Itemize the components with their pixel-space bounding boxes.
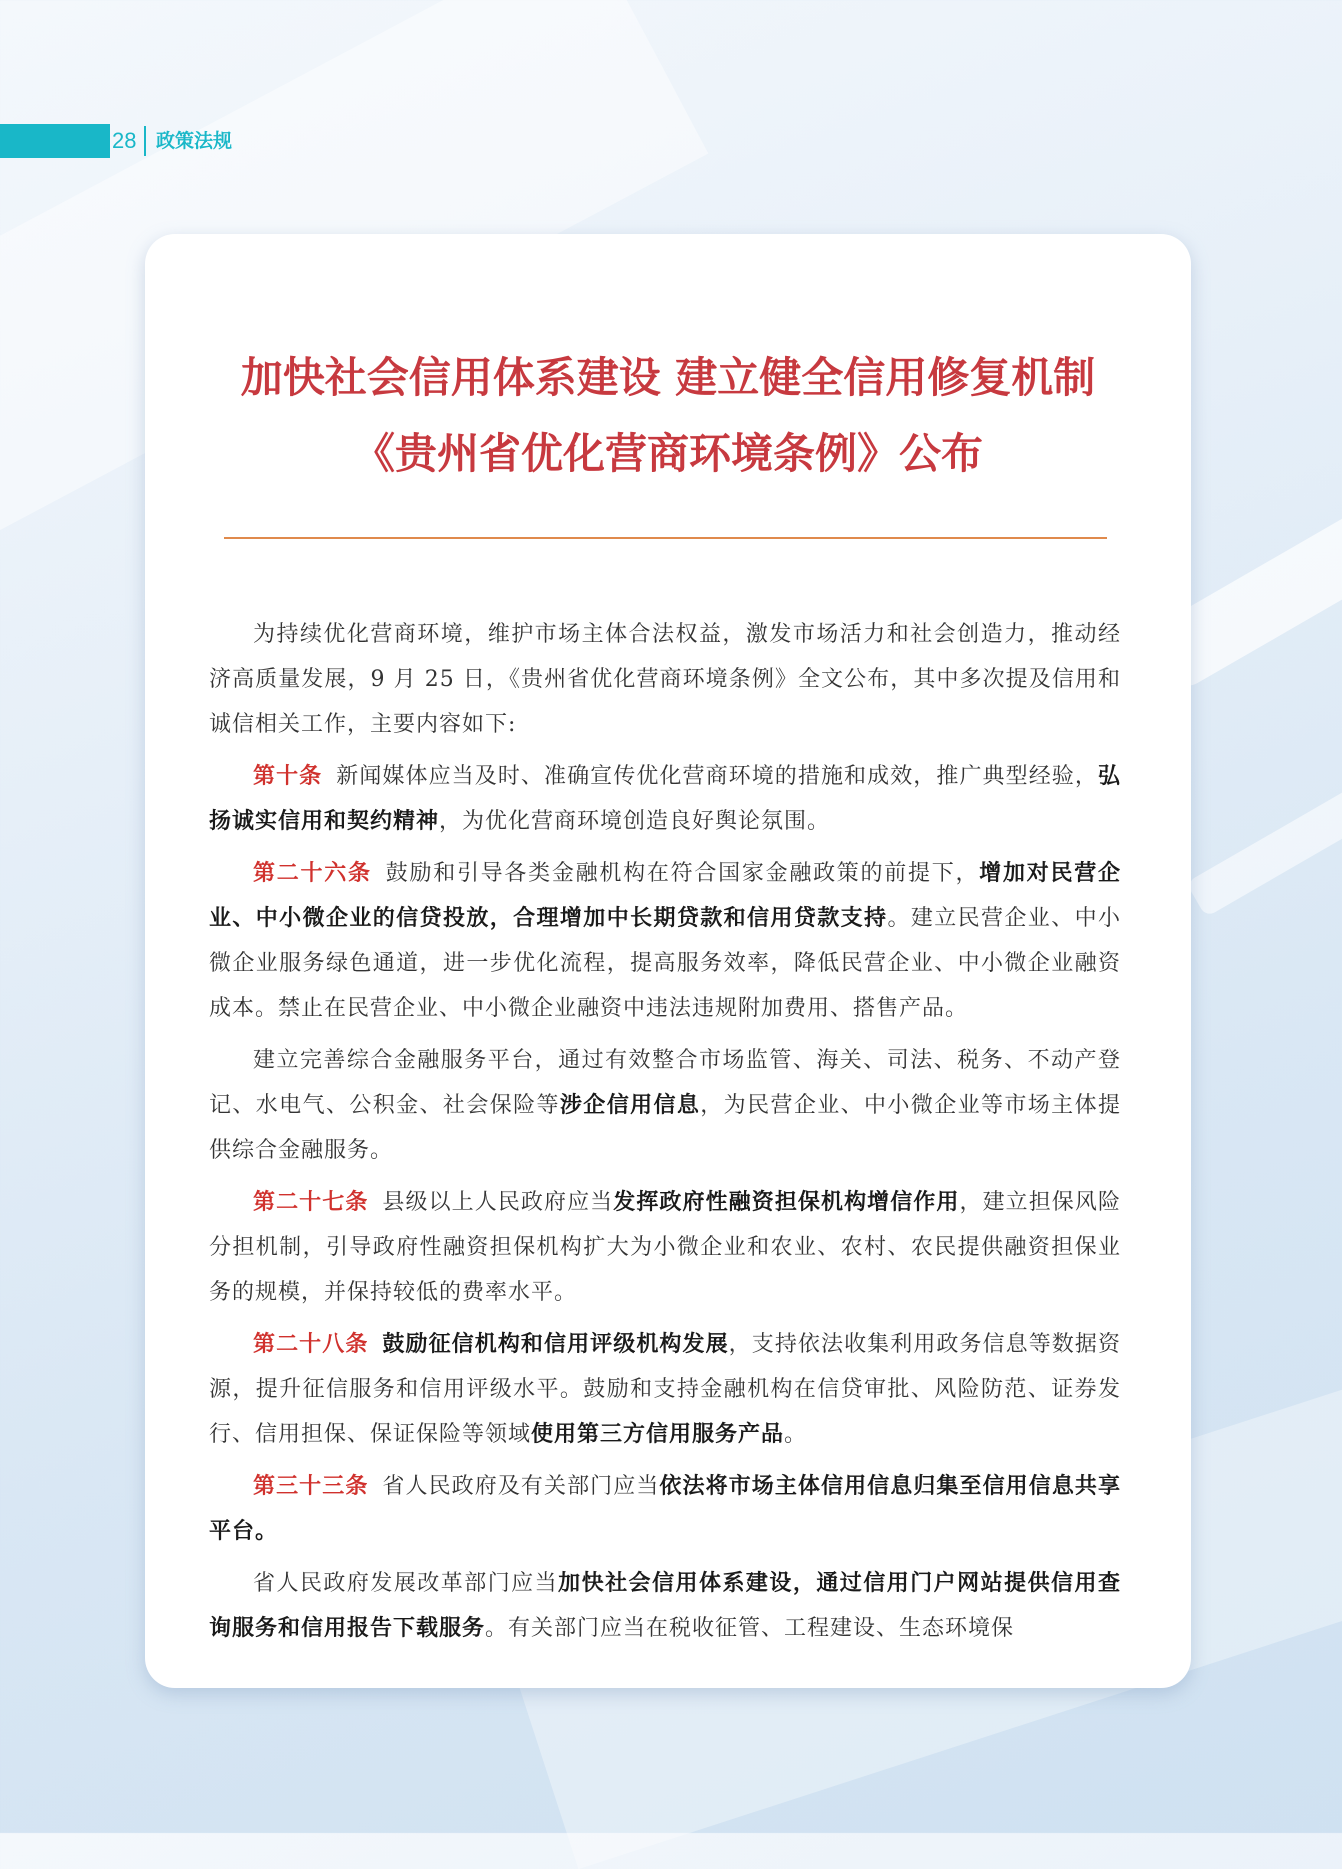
article-33-paragraph: 第三十三条 省人民政府及有关部门应当依法将市场主体信用信息归集至信用信息共享平台。 bbox=[209, 1474, 1121, 1544]
article-33-paragraph-2: 省人民政府发展改革部门应当加快社会信用体系建设，通过信用门户网站提供信用查询服务和信用报告下载服务。有关部门应当在税收征管、工程建设、生态环境保 bbox=[209, 1571, 1121, 1641]
intro-paragraph: 为持续优化营商环境，维护市场主体合法权益，激发市场活力和社会创造力，推动经济高质量发展，9 月 25 日，《贵州省优化营商环境条例》全文公布，其中多次提及信用和诚信相关工作，主要内容如下: bbox=[209, 622, 1121, 737]
article-label: 第三十三条 bbox=[253, 1474, 369, 1499]
title-divider bbox=[224, 537, 1107, 539]
article-26-paragraph: 第二十六条 鼓励和引导各类金融机构在符合国家金融政策的前提下，增加对民营企业、中小微企业的信贷投放，合理增加中长期贷款和信用贷款支持。建立民营企业、中小微企业服务绿色通道，进一步优化流程，提高服务效率，降低民营企业、中小微企业融资成本。禁止在民营企业、中小微企业融资中违法违规附加费用、搭售产品。 bbox=[209, 861, 1121, 1021]
article-card bbox=[145, 234, 1191, 1688]
article-title-line2: 《贵州省优化营商环境条例》公布 bbox=[352, 429, 983, 478]
header-separator bbox=[144, 126, 146, 156]
article-label: 第二十六条 bbox=[253, 861, 372, 886]
article-10-paragraph: 第十条 新闻媒体应当及时、准确宣传优化营商环境的措施和成效，推广典型经验，弘扬诚实信用和契约精神，为优化营商环境创造良好舆论氛围。 bbox=[209, 764, 1121, 834]
article-label: 第十条 bbox=[253, 764, 323, 789]
page-number: 28 bbox=[112, 128, 137, 153]
article-27-paragraph: 第二十七条 县级以上人民政府应当发挥政府性融资担保机构增信作用，建立担保风险分担机制，引导政府性融资担保机构扩大为小微企业和农业、农村、农民提供融资担保业务的规模，并保持较低的费率水平。 bbox=[209, 1190, 1121, 1305]
article-28-paragraph: 第二十八条 鼓励征信机构和信用评级机构发展，支持依法收集利用政务信息等数据资源，提升征信服务和信用评级水平。鼓励和支持金融机构在信贷审批、风险防范、证券发行、信用担保、保证保险等领域使用第三方信用服务产品。 bbox=[209, 1332, 1121, 1447]
article-label: 第二十七条 bbox=[253, 1190, 369, 1215]
article-26-paragraph-2: 建立完善综合金融服务平台，通过有效整合市场监管、海关、司法、税务、不动产登记、水电气、公积金、社会保险等涉企信用信息，为民营企业、中小微企业等市场主体提供综合金融服务。 bbox=[209, 1048, 1121, 1163]
section-name: 政策法规 bbox=[156, 130, 233, 152]
article-body bbox=[209, 612, 1121, 1658]
header-accent-bar bbox=[0, 124, 110, 158]
article-label: 第二十八条 bbox=[253, 1332, 369, 1357]
article-title-line1: 加快社会信用体系建设 建立健全信用修复机制 bbox=[240, 353, 1096, 402]
